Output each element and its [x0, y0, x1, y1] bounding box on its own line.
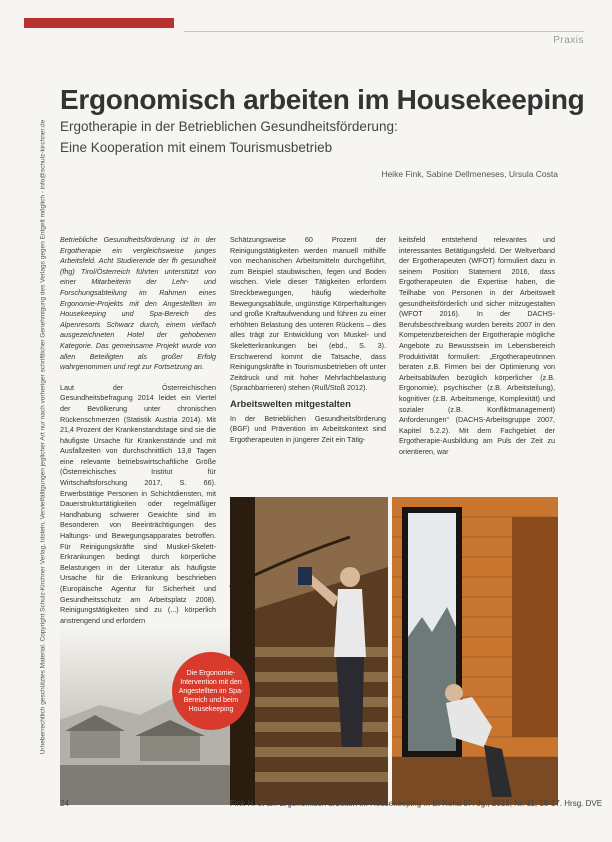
section-label: Praxis — [184, 31, 584, 46]
subtitle-line-1: Ergotherapie in der Betrieblichen Gesundheitsförderung: — [60, 119, 398, 134]
body-paragraph: In der Betrieblichen Gesundheitsförderung (BGF) und Prävention im Arbeitskontext sind Ergotherapeuten in jüngerer Zeit ein Tätig- — [230, 413, 386, 444]
section-heading: Arbeitswelten mitgestalten — [230, 398, 351, 410]
window-cleaning-photo — [392, 497, 558, 805]
copyright-notice — [36, 52, 50, 822]
article-title: Ergonomisch arbeiten im Housekeeping — [60, 84, 585, 115]
copyright-text: Urheberrechtlich geschütztes Material. Copyright Schulz-Kirchner Verlag, Idstein. Vervielfältigungen jeglicher Art nur nach vorheriger schriftlicher Genehmigung des Verlags gegen Entgelt möglich - info@schulz-kirchner.de — [39, 119, 47, 755]
page-number: 24 — [60, 799, 69, 808]
subtitle-line-2: Eine Kooperation mit einem Tourismusbetrieb — [60, 140, 333, 155]
staircase-photo — [230, 497, 388, 805]
footer-citation: Fink H. et al.: Ergonomisch arbeiten im Housekeeping ... Et Reha 57. Jg., 2018, Nr. 11, 16-17. Hrsg. DVE — [230, 799, 603, 808]
body-paragraph: keitsfeld entstehend relevantes und interessantes Betätigungsfeld. Der Weltverband der Ergotherapeuten (WFOT) formuliert dazu in seinem Position Statement 2016, dass Ergotherapeuten die Expertise haben, die Teilhabe von Personen in der Arbeitswelt gesundheitsförderlich und sicher mitzugestalten (WFOT 2016). In der DACHS-Berufsbeschreibung wurden bereits 2007 in den Kompetenzbereichen der Ergotherapie mögliche Angebote zu Bewusstsein im Lebensbereich Produktivität formuliert: „Ergotherapeutinnen beraten z.B. Firmen bei der Optimierung von Arbeitsabläufen bezüglich körperlicher (z.B. Ergonomie), psychischer (z.B. Arbeitsteilung), kognitiver (z.B. Arbeitsmenge, Komplexität) und sozialer (z.B. Konfliktmanagement) Anforderungen“ (DACHS-Arbeitsgruppe 2007, Kapitel 5.2.2). Mit dem Fachgebiet der Ergotherapie-Ausbildung am Puls der Zeit zu orientieren, war — [399, 235, 555, 456]
intro-paragraph: Betriebliche Gesundheitsförderung ist in der Ergotherapie ein vergleichsweise junges Arbeitsfeld. Acht Studierende der fh gesundheit (fhg) Tirol/Österreich führten unterstützt von einer Mitarbeiterin der Lehr- und Forschungsabteilung im Rahmen eines Ergonomie-Projekts mit den Angestellten im Housekeeping und Spa-Bereich des Alpenresorts Schwarz durch, einem vielfach ausgezeichneten Hotel der gehobenen Kategorie. Das gemeinsame Projekt wurde von allen Beteiligten als großer Erfolg wahrgenommen und regt zur Fortsetzung an. — [60, 235, 216, 372]
body-paragraph: Schätzungsweise 60 Prozent der Reinigungstätigkeiten werden manuell mithilfe von mechanischen Arbeitsmitteln durchgeführt, zum Beispiel staubwischen, fegen und Boden wischen. Viele dieser Tätigkeiten erfordern Streckbewegungen, häufig wiederholte Bewegungsabläufe, ungünstige Körperhaltungen und große Kraftaufwendung und führen zu einer erhöhten Belastung des unteren Rückens – dies alles trägt zur Entwicklung von Muskel- und Skeletterkrankungen bei (ebd., S. 3). Erschwerend kommt die Tatsache, dass Reinigungskräfte in Tourismusbetrieben oft unter Zeitdruck und mit hoher Mehrfachbelastung (Sprachbarrieren) stehen (Ruß/Stoß 2012). — [230, 235, 386, 393]
header-accent-bar — [24, 18, 174, 28]
article-authors: Heike Fink, Sabine Dellmeneses, Ursula Costa — [381, 169, 558, 179]
text-column-2 — [230, 235, 386, 485]
article-subtitle — [60, 116, 590, 158]
text-column-1 — [60, 235, 216, 625]
figure-caption-badge: Die Ergonomie-Intervention mit den Angestellten im Spa-Bereich und beim Housekeeping — [172, 652, 250, 730]
text-column-3 — [399, 235, 555, 485]
body-paragraph: Laut der Österreichischen Gesundheitsbefragung 2014 leidet ein Viertel der Bevölkerung unter chronischen Rückenschmerzen (Statistik Austria 2014). Mit 21,4 Prozent der Krankenstandstage sind sie die häufigste Ursache für Krankenstände und mit Ausfallzeiten von durchschnittlich 13,8 Tagen eine relevante betriebswirtschaftliche Größe (Österreichisches Institut für Wirtschaftsforschung 2017, S. 66). Erwerbstätige Personen in Schichtdiensten, mit Dauerstrukturtätigkeiten oder regelmäßiger Handhabung schwerer Gewichte sind im Besonderen von Beeinträchtigungen des Haltungs- und Bewegungsapparates betroffen. Für Reinigungskräfte sind Muskel-Skelett-Erkrankungen bedingt durch körperliche Belastungen in der Literatur als häufigste Ursache für die Erkrankung beschrieben (Europäische Agentur für Sicherheit und Gesundheitsschutz am Arbeitsplatz 2008). Reinigungstätigkeiten sind zu (...) körperlich anstrengend und erfordern — [60, 382, 216, 625]
